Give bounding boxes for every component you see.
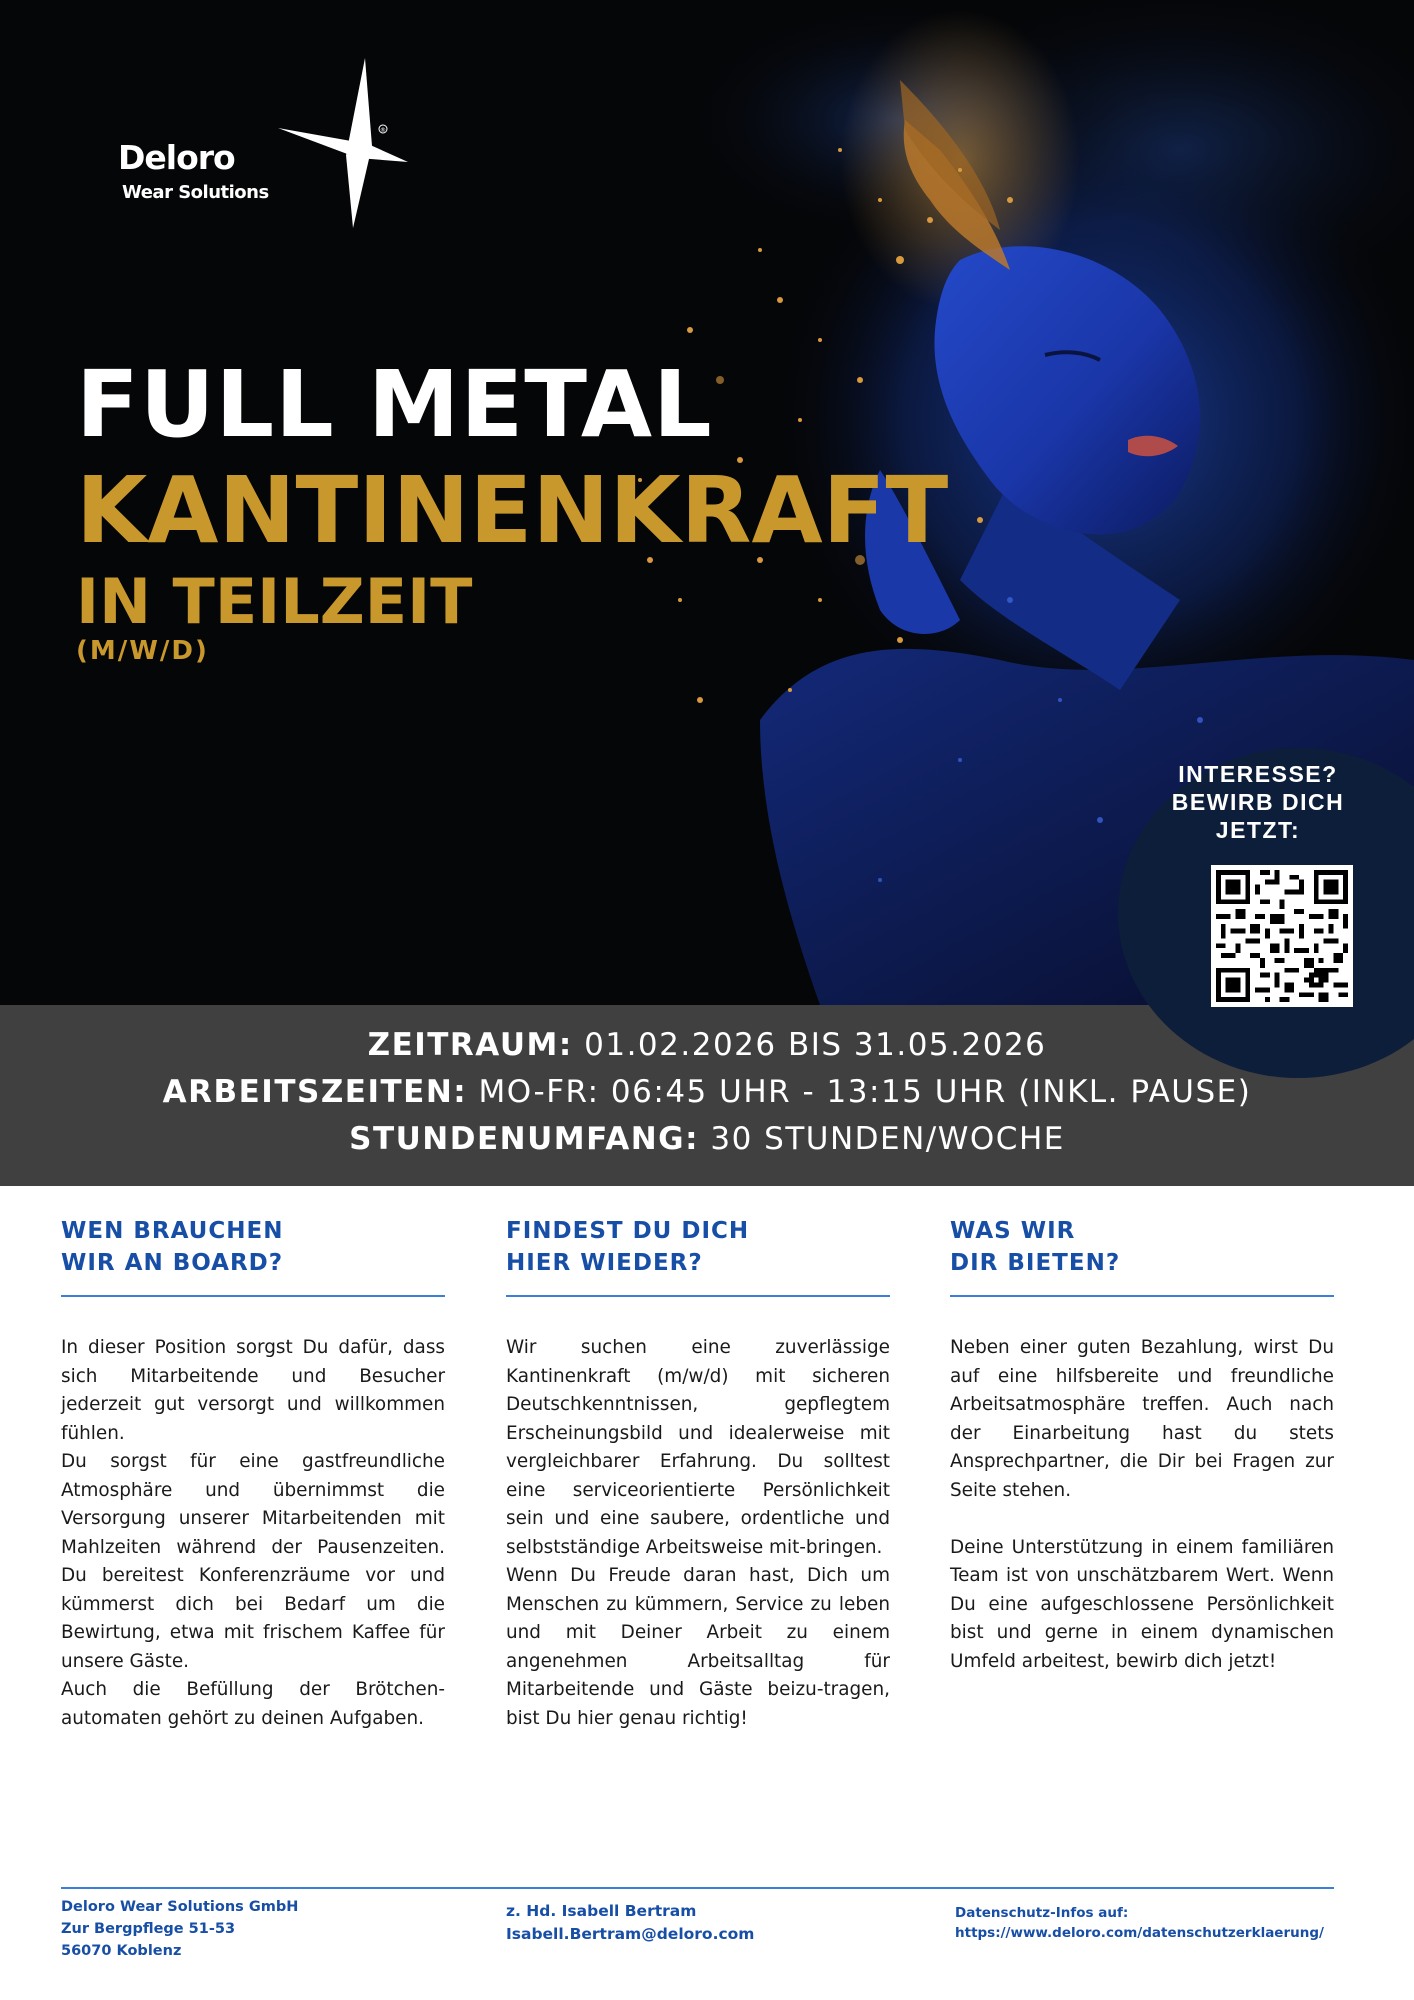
stunden-value: 30 STUNDEN/WOCHE xyxy=(699,1121,1065,1157)
headline-gender-note: (M/W/D) xyxy=(76,636,209,666)
column-paragraph: Wenn Du Freude daran hast, Dich um Menschen zu kümmern, Service zu leben und mit Deiner Arbeit zu einem angenehmen Arbeitsalltag für Mitarbeitende und Gäste beizu-tragen, bist Du hier genau richtig! xyxy=(506,1565,890,1729)
column-paragraph: Auch die Befüllung der Brötchen-automaten gehört zu deinen Aufgaben. xyxy=(61,1679,445,1729)
apply-line-2: BEWIRB DICH xyxy=(1171,789,1345,815)
column-body xyxy=(950,1334,1334,1676)
column-paragraph: Deine Unterstützung in einem familiären Team ist von unschätzbarem Wert. Wenn Du eine aufgeschlossene Persönlichkeit bist und gerne in einem dynamischen Umfeld arbeitest, bewirb dich jetzt! xyxy=(950,1536,1334,1672)
footer-company: Deloro Wear Solutions GmbH xyxy=(61,1899,299,1915)
column-heading-line-1: WEN BRAUCHEN xyxy=(61,1218,284,1244)
footer-privacy-link[interactable]: https://www.deloro.com/datenschutzerklaerung/ xyxy=(955,1925,1324,1941)
column-heading-line-2: HIER WIEDER? xyxy=(506,1250,703,1276)
footer-contact-email[interactable]: Isabell.Bertram@deloro.com xyxy=(506,1925,755,1943)
footer-privacy-label: Datenschutz-Infos auf: xyxy=(955,1905,1129,1921)
brand-logo xyxy=(118,58,398,228)
arbeitszeiten-line xyxy=(0,1069,1414,1116)
column-heading-line-2: WIR AN BOARD? xyxy=(61,1250,284,1276)
stunden-line xyxy=(0,1116,1414,1163)
column-heading-line-1: WAS WIR xyxy=(950,1218,1076,1244)
star-icon xyxy=(278,58,408,228)
column-heading-line-1: FINDEST DU DICH xyxy=(506,1218,750,1244)
column-wen-brauchen xyxy=(61,1215,445,1733)
brand-name: Deloro xyxy=(118,138,235,177)
footer-address xyxy=(61,1896,298,1962)
column-divider xyxy=(950,1295,1334,1297)
footer-contact-name: z. Hd. Isabell Bertram xyxy=(506,1902,697,1920)
column-heading xyxy=(950,1215,1334,1295)
headline xyxy=(76,351,949,666)
column-divider xyxy=(61,1295,445,1297)
column-paragraph: Wir suchen eine zuverlässige Kantinenkraft (m/w/d) mit sicheren Deutschkenntnissen, gepflegtem Erscheinungsbild und idealerweise mit vergleichbarer Erfahrung. Du solltest eine serviceorientierte Persönlichkeit sein und eine saubere, ordentliche und selbstständige Arbeitsweise mit-bringen. xyxy=(506,1337,890,1558)
column-paragraph: Neben einer guten Bezahlung, wirst Du auf eine hilfsbereite und freundliche Arbeitsatmosphäre treffen. Auch nach der Einarbeitung hast du stets Ansprechpartner, die Dir bei Fragen zur Seite stehen. xyxy=(950,1337,1334,1501)
headline-line-2: KANTINENKRAFT xyxy=(76,457,949,564)
column-heading-line-2: DIR BIETEN? xyxy=(950,1250,1121,1276)
arbeitszeiten-label: ARBEITSZEITEN: xyxy=(162,1074,468,1110)
qr-code[interactable] xyxy=(1211,865,1353,1007)
stunden-label: STUNDENUMFANG: xyxy=(349,1121,700,1157)
zeitraum-value: 01.02.2026 BIS 31.05.2026 xyxy=(572,1027,1047,1063)
column-findest-du-dich xyxy=(506,1215,890,1733)
footer-contact xyxy=(506,1900,754,1946)
column-heading xyxy=(506,1215,890,1295)
apply-line-3: JETZT: xyxy=(1215,817,1301,843)
footer-city: 56070 Koblenz xyxy=(61,1943,182,1959)
column-paragraph: In dieser Position sorgst Du dafür, dass sich Mitarbeitende und Besucher jederzeit gut versorgt und willkommen fühlen. xyxy=(61,1337,445,1444)
column-body xyxy=(506,1334,890,1733)
column-was-wir-bieten xyxy=(950,1215,1334,1676)
brand-subline: Wear Solutions xyxy=(122,182,269,203)
column-body xyxy=(61,1334,445,1733)
column-paragraph: Du sorgst für eine gastfreundliche Atmosphäre und übernimmst die Versorgung unserer Mitarbeitenden mit Mahlzeiten während der Pausenzeiten. Du bereitest Konferenzräume vor und kümmerst dich bei Bedarf um die Bewirtung, etwa mit frischem Kaffee für unsere Gäste. xyxy=(61,1451,445,1672)
footer-privacy xyxy=(955,1903,1324,1943)
headline-line-1: FULL METAL xyxy=(76,351,713,458)
column-heading xyxy=(61,1215,445,1295)
registered-mark: ® xyxy=(380,127,386,134)
apply-text xyxy=(1158,760,1358,844)
footer-divider xyxy=(61,1887,1334,1889)
apply-line-1: INTERESSE? xyxy=(1178,761,1338,787)
arbeitszeiten-value: MO-FR: 06:45 UHR - 13:15 UHR (INKL. PAUSE) xyxy=(467,1074,1252,1110)
column-divider xyxy=(506,1295,890,1297)
zeitraum-label: ZEITRAUM: xyxy=(367,1027,573,1063)
footer-street: Zur Bergpflege 51-53 xyxy=(61,1921,236,1937)
headline-line-3: IN TEILZEIT xyxy=(76,565,473,638)
